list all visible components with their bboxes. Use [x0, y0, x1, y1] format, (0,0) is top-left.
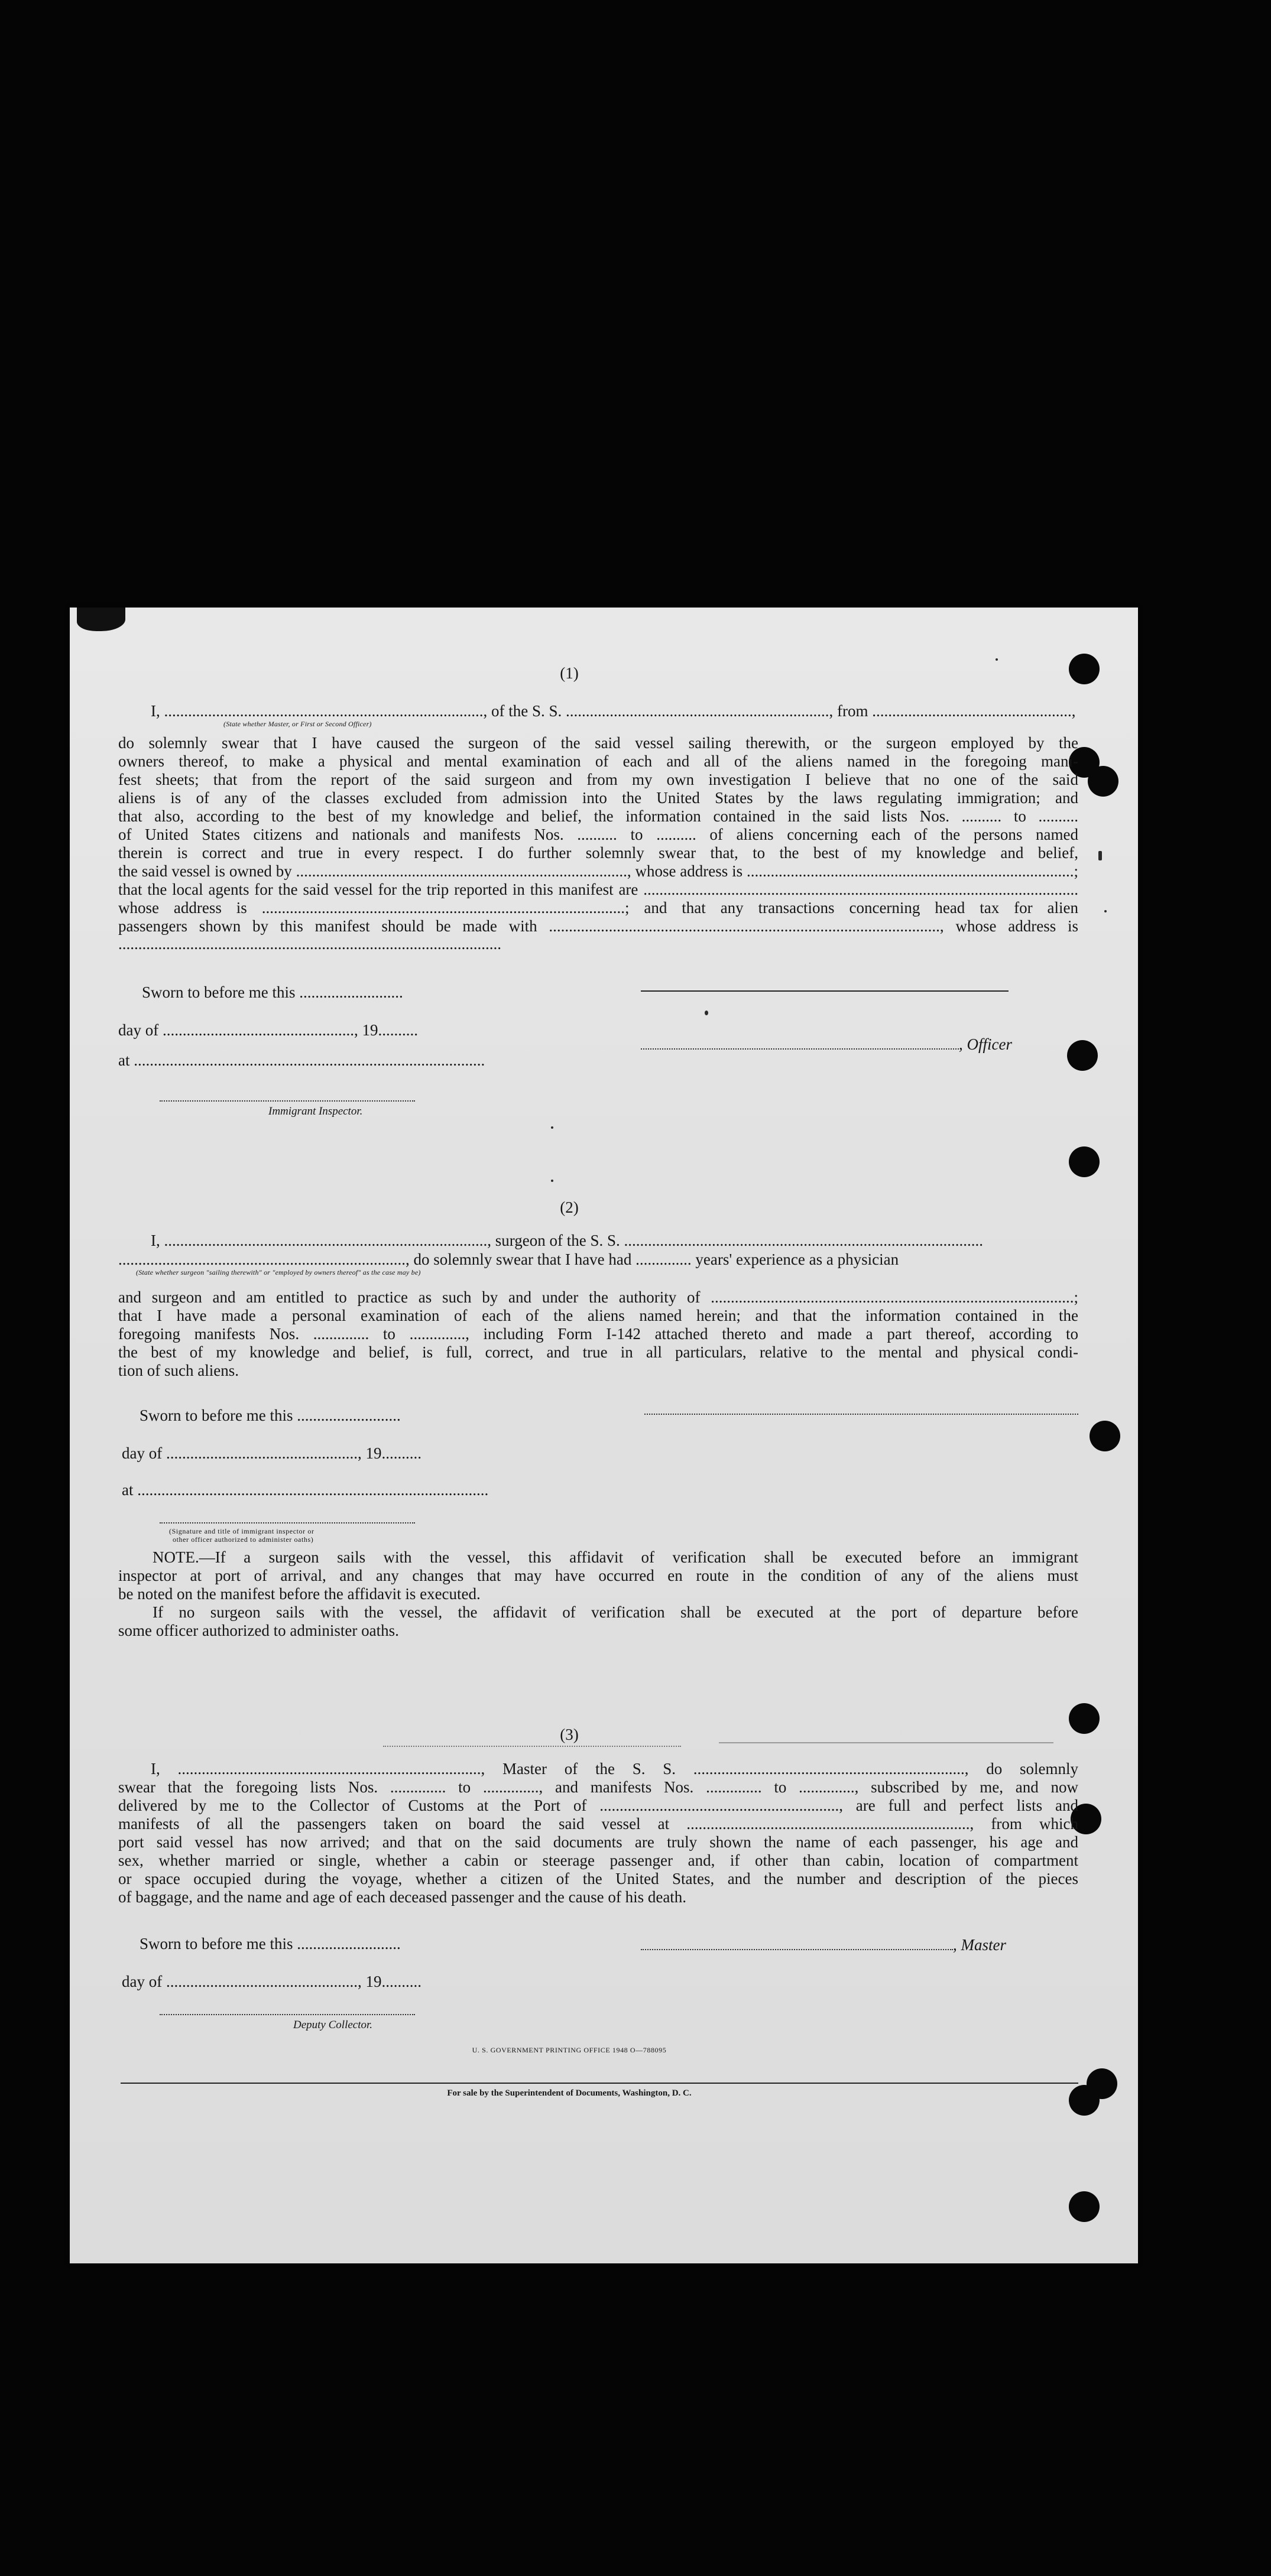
punch-hole [1069, 2085, 1100, 2116]
paragraph-line: or space occupied during the voyage, whether a citizen of the United States, and the number and description of the pieces [118, 1870, 1078, 1888]
section-1-day: day of ................................................, 19.......... [118, 1021, 418, 1039]
paragraph-line: I, ............................................................................, Master of the S. S. ...................................................................., do solemnly [151, 1760, 1078, 1778]
section-1-sworn: Sworn to before me this .......................... [142, 983, 403, 1001]
section-3-master-line [641, 1936, 1078, 1954]
section-1-at: at ........................................................................................ [118, 1051, 485, 1069]
punch-hole [1088, 766, 1118, 797]
paragraph-line: manifests of all the passengers taken on board the said vessel at ......................................................................., from which [118, 1815, 1078, 1833]
signature-note: (Signature and title of immigrant inspector or [169, 1527, 314, 1535]
paper-speck [996, 658, 998, 661]
signature-line [644, 1412, 1078, 1415]
paragraph-line: owners thereof, to make a physical and mental examination of each and all of the aliens named in the foregoing mani- [118, 752, 1078, 770]
paragraph-line: port said vessel has now arrived; and that on the said documents are truly shown the name of each passenger, his age and [118, 1833, 1078, 1851]
section-3-sworn: Sworn to before me this .......................... [140, 1935, 401, 1953]
paragraph-line: of baggage, and the name and age of each deceased passenger and the cause of his death. [118, 1888, 687, 1906]
paragraph-line: sex, whether married or single, whether a cabin or steerage passenger and, if other than cabin, location of compartment [118, 1851, 1078, 1869]
section-1-number: (1) [560, 664, 579, 682]
faint-rule [719, 1742, 1053, 1743]
note-line: some officer authorized to administer oaths. [118, 1622, 399, 1639]
note-line: inspector at port of arrival, and any changes that may have occurred en route in the condition of any of the aliens must [118, 1567, 1078, 1584]
footer-rule [121, 2083, 1078, 2084]
paragraph-line: the said vessel is owned by ..................................................................................., whose address is ..................................................................................; [118, 862, 1078, 880]
section-1-note: (State whether Master, or First or Second Officer) [223, 720, 372, 728]
section-2-opening-line: I, ................................................................................., surgeon of the S. S. .......................................................................................... [151, 1232, 983, 1249]
section-3-number: (3) [560, 1726, 579, 1743]
section-2-note-paragraph [118, 1548, 1078, 1640]
signature-note: other officer authorized to administer oaths) [173, 1535, 314, 1544]
punch-hole [1069, 654, 1100, 684]
signature-line [160, 1099, 415, 1102]
paragraph-line: of United States citizens and nationals and manifests Nos. .......... to .......... of aliens concerning each of the persons named [118, 826, 1078, 843]
paragraph-line: the best of my knowledge and belief, is full, correct, and true in all particulars, relative to the mental and physical condi- [118, 1343, 1078, 1361]
signature-line [160, 1521, 415, 1523]
section-2-paragraph [118, 1288, 1078, 1380]
section-2-sworn: Sworn to before me this .......................... [140, 1406, 401, 1424]
immigrant-inspector-label: Immigrant Inspector. [268, 1105, 363, 1118]
paragraph-line: aliens is of any of the classes excluded from admission into the United States by the laws regulating immigration; and [118, 789, 1078, 807]
signature-line [641, 990, 1009, 992]
paragraph-line: and surgeon and am entitled to practice as such by and under the authority of ...........................................................................................; [118, 1288, 1078, 1306]
note-line: NOTE.—If a surgeon sails with the vessel, this affidavit of verification shall be executed before an immigrant [153, 1548, 1078, 1566]
section-1-officer-line [641, 1035, 1078, 1054]
paper-speck [551, 1180, 553, 1182]
officer-label: , Officer [959, 1035, 1012, 1053]
corner-blot [77, 608, 125, 631]
punch-hole [1090, 1421, 1120, 1451]
paragraph-line: that also, according to the best of my knowledge and belief, the information contained in the said lists Nos. .......... to .......... [118, 807, 1078, 825]
section-2-number: (2) [560, 1198, 579, 1216]
paper-speck [551, 1126, 553, 1129]
section-1-paragraph [118, 734, 1078, 935]
faint-rule [383, 1745, 681, 1747]
section-3-day: day of ................................................, 19.......... [122, 1973, 421, 1990]
sale-line: For sale by the Superintendent of Documents, Washington, D. C. [447, 2088, 692, 2098]
section-2-second-line: ........................................................................, do solemnly swear that I have had .............. years' experience as a physician [118, 1250, 899, 1268]
punch-hole [1069, 2191, 1100, 2222]
paragraph-line: therein is correct and true in every respect. I do further solemnly swear that, to the best of my knowledge and belief, [118, 844, 1078, 862]
paper-speck [1104, 910, 1107, 912]
paper-speck [1098, 851, 1102, 860]
paragraph-line: delivered by me to the Collector of Customs at the Port of ............................................................, are full and perfect lists and [118, 1797, 1078, 1814]
paragraph-line: foregoing manifests Nos. .............. to .............., including Form I-142 attached thereto and made a part thereof, according to [118, 1325, 1078, 1343]
deputy-collector-label: Deputy Collector. [293, 2019, 373, 2031]
section-2-at: at ........................................................................................ [122, 1481, 489, 1499]
paragraph-line: tion of such aliens. [118, 1362, 239, 1379]
punch-hole [1069, 1703, 1100, 1734]
paragraph-line: that I have made a personal examination of each of the aliens named herein; and that the information contained in the [118, 1307, 1078, 1324]
paragraph-line: whose address is ...........................................................................................; and that any transactions concerning head tax for alien [118, 899, 1078, 917]
section-2-note: (State whether surgeon "sailing therewith" or "employed by owners thereof" as the case may be) [136, 1268, 421, 1276]
paragraph-line: swear that the foregoing lists Nos. .............. to .............., and manifests Nos. .............. to .............., subscribed by me, and now [118, 1778, 1078, 1796]
signature-line [160, 2013, 415, 2015]
section-1-opening-line: I, ................................................................................, of the S. S. .................................................................., from .................................................., [151, 702, 1076, 720]
paragraph-line: passengers shown by this manifest should be made with .................................................................................................., whose address is [118, 917, 1078, 935]
section-3-paragraph [118, 1760, 1078, 1906]
form-page [70, 608, 1138, 2263]
section-2-day: day of ................................................, 19.......... [122, 1444, 421, 1462]
paragraph-line: fest sheets; that from the report of the said surgeon and from my own investigation I believe that no one of the said [118, 771, 1078, 788]
punch-hole [1069, 1146, 1100, 1177]
section-1-trail-line: ................................................................................................ [118, 935, 501, 953]
note-line: be noted on the manifest before the affidavit is executed. [118, 1585, 481, 1603]
paragraph-line: that the local agents for the said vessel for the trip reported in this manifest are ............................................................................................................. [118, 881, 1078, 898]
note-line: If no surgeon sails with the vessel, the affidavit of verification shall be executed at the port of departure before [153, 1603, 1078, 1621]
paper-speck [705, 1011, 708, 1015]
paragraph-line: do solemnly swear that I have caused the surgeon of the said vessel sailing therewith, or the surgeon employed by the [118, 734, 1078, 752]
printing-office-line: U. S. GOVERNMENT PRINTING OFFICE 1948 O—788095 [472, 2046, 667, 2054]
master-label: , Master [953, 1936, 1006, 1954]
